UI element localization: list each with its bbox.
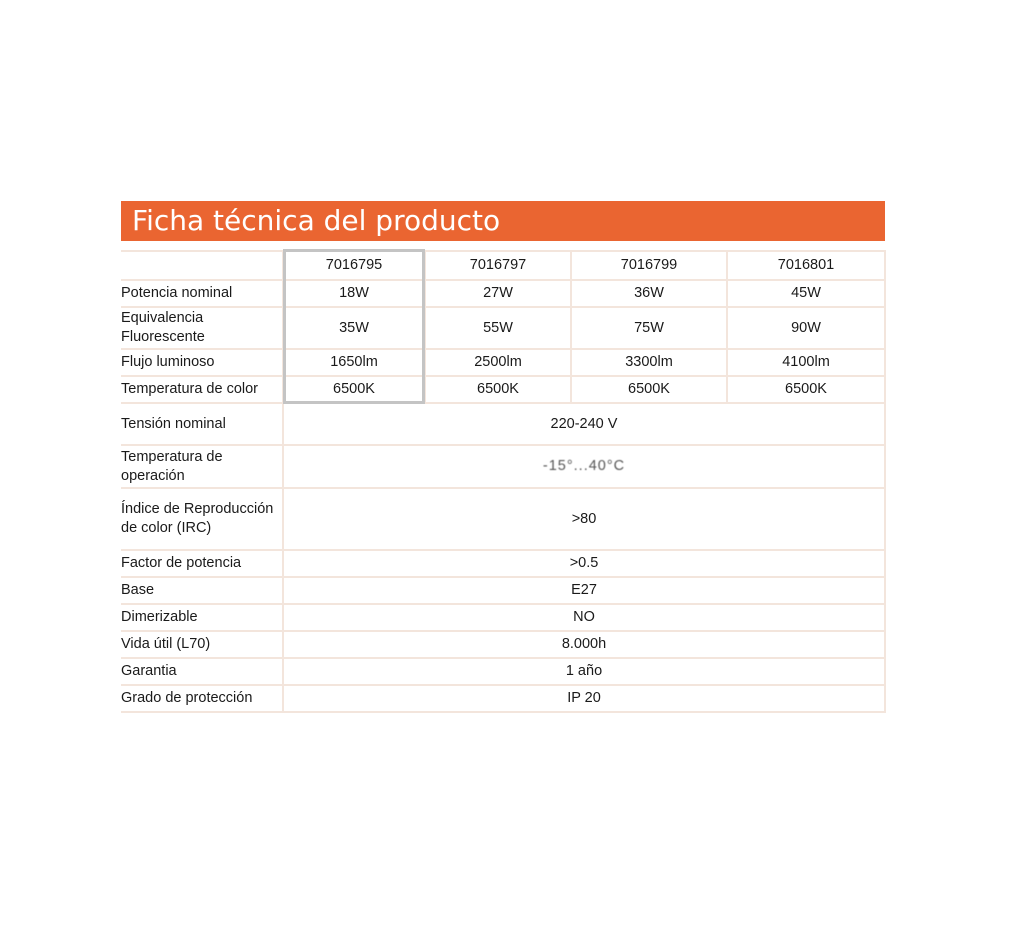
spec-value: 6500K xyxy=(425,376,571,403)
spec-label: Índice de Reproducción de color (IRC) xyxy=(121,488,283,550)
spec-value: IP 20 xyxy=(283,685,885,712)
product-datasheet xyxy=(121,201,885,706)
spec-label: Potencia nominal xyxy=(121,280,283,307)
spec-row-dimerizable xyxy=(121,604,885,631)
spec-row-equivalencia xyxy=(121,307,885,349)
spec-value: 1 año xyxy=(283,658,885,685)
spec-row-vida-util xyxy=(121,631,885,658)
spec-row-temperatura-operacion xyxy=(121,445,885,488)
header-empty-cell xyxy=(121,251,283,280)
spec-label: Equivalencia Fluorescente xyxy=(121,307,283,349)
spec-value: 45W xyxy=(727,280,885,307)
model-number: 7016795 xyxy=(283,251,425,280)
spec-value: E27 xyxy=(283,577,885,604)
spec-value: 6500K xyxy=(283,376,425,403)
spec-value: 75W xyxy=(571,307,727,349)
spec-label: Base xyxy=(121,577,283,604)
spec-value: >80 xyxy=(283,488,885,550)
model-number: 7016799 xyxy=(571,251,727,280)
spec-label: Tensión nominal xyxy=(121,403,283,445)
spec-value: 220-240 V xyxy=(283,403,885,445)
spec-value: 27W xyxy=(425,280,571,307)
spec-label: Grado de protección xyxy=(121,685,283,712)
spec-value: 36W xyxy=(571,280,727,307)
spec-label: Flujo luminoso xyxy=(121,349,283,376)
spec-label: Dimerizable xyxy=(121,604,283,631)
datasheet-title: Ficha técnica del producto xyxy=(121,201,885,241)
spec-value: 3300lm xyxy=(571,349,727,376)
spec-value: 6500K xyxy=(727,376,885,403)
spec-row-factor-potencia xyxy=(121,550,885,577)
spec-label: Temperatura de color xyxy=(121,376,283,403)
spec-value: 18W xyxy=(283,280,425,307)
spec-row-irc xyxy=(121,488,885,550)
spec-row-grado-proteccion xyxy=(121,685,885,712)
model-header-row xyxy=(121,251,885,280)
spec-value: NO xyxy=(283,604,885,631)
model-number: 7016801 xyxy=(727,251,885,280)
spec-label: Temperatura de operación xyxy=(121,445,283,488)
spec-value: >0.5 xyxy=(283,550,885,577)
spec-row-base xyxy=(121,577,885,604)
spec-row-tension xyxy=(121,403,885,445)
spec-value: 6500K xyxy=(571,376,727,403)
spec-row-potencia xyxy=(121,280,885,307)
spec-table xyxy=(121,250,886,713)
spec-value: 2500lm xyxy=(425,349,571,376)
spec-label: Vida útil (L70) xyxy=(121,631,283,658)
spec-row-flujo xyxy=(121,349,885,376)
spec-row-garantia xyxy=(121,658,885,685)
spec-label: Factor de potencia xyxy=(121,550,283,577)
model-number: 7016797 xyxy=(425,251,571,280)
spec-label: Garantia xyxy=(121,658,283,685)
spec-value: 90W xyxy=(727,307,885,349)
spec-value: 55W xyxy=(425,307,571,349)
spec-row-temperatura-color xyxy=(121,376,885,403)
spec-value: 35W xyxy=(283,307,425,349)
spec-value: 8.000h xyxy=(283,631,885,658)
spec-value: 1650lm xyxy=(283,349,425,376)
spec-value: 4100lm xyxy=(727,349,885,376)
spec-value: -15°...40°C xyxy=(542,458,626,474)
